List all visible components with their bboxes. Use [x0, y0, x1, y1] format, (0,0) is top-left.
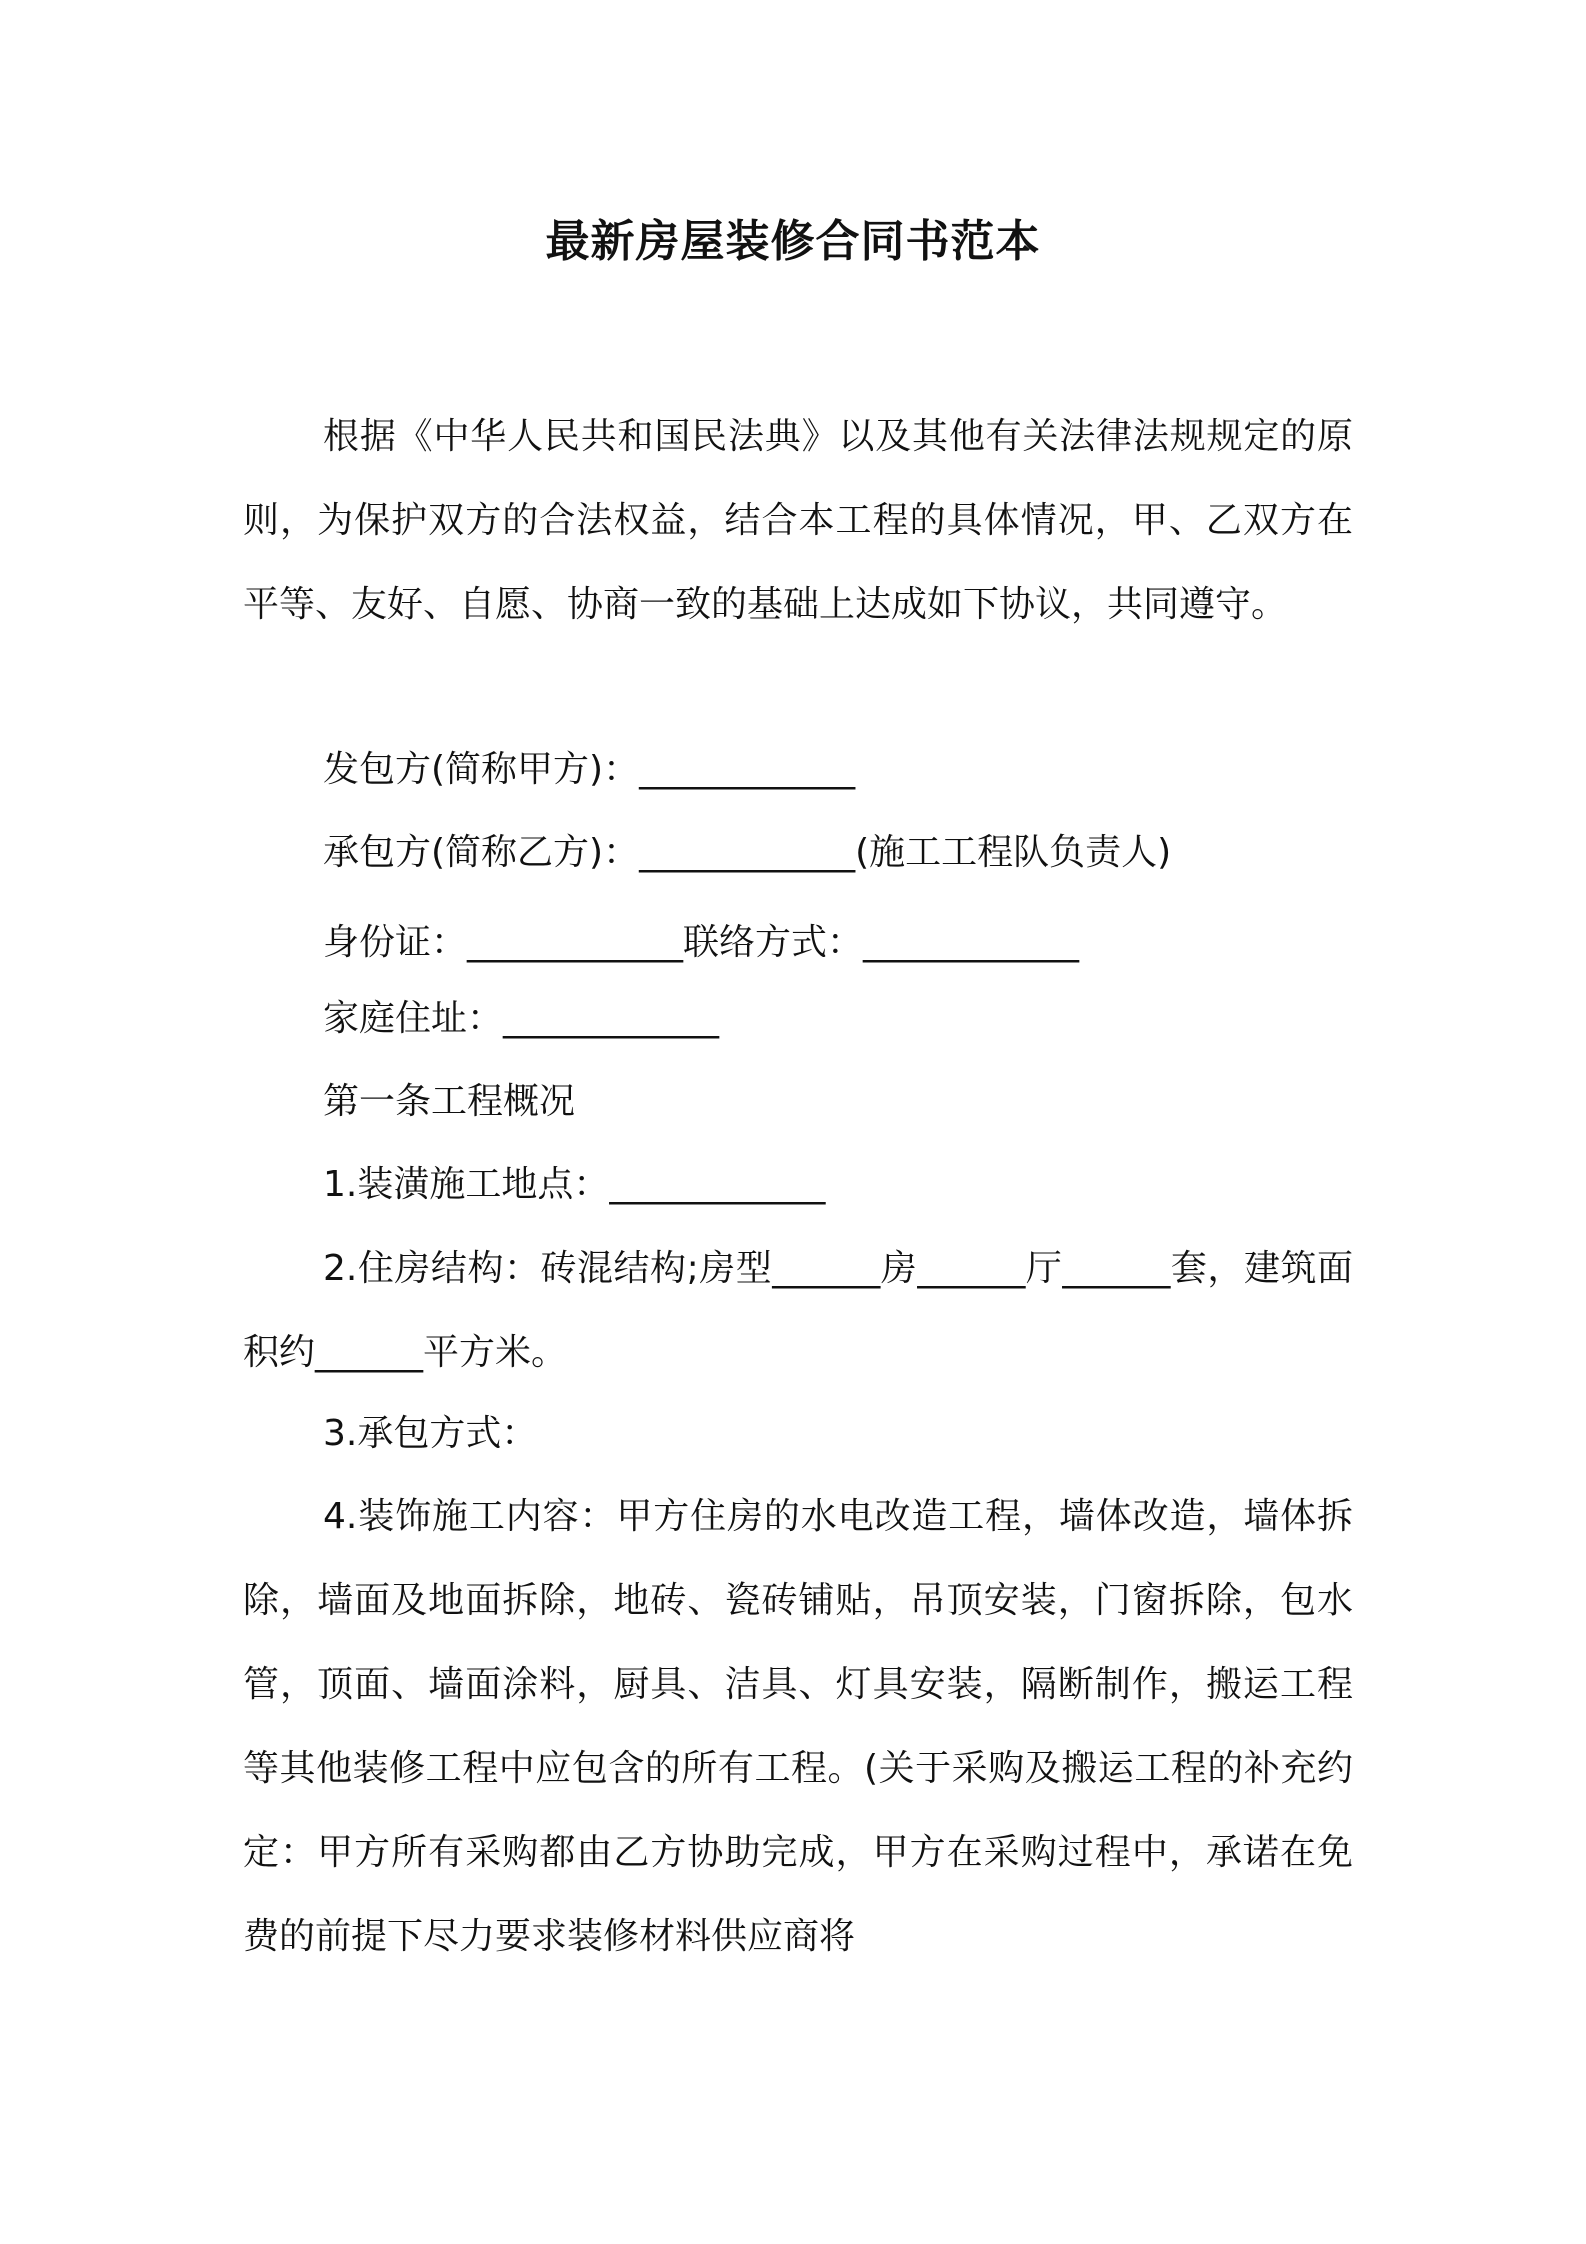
item-3-contract-method: 3.承包方式：	[323, 1413, 538, 1454]
document-title: 最新房屋装修合同书范本	[545, 216, 1041, 267]
intro-paragraph: 根据《中华人民共和国民法典》以及其他有关法律法规规定的原则，为保护双方的合法权益，结合本工程的具体情况，甲、乙双方在平等、友好、自愿、协商一致的基础上达成如下协议，共同遵守。	[243, 416, 1353, 625]
article1-heading: 第一条工程概况	[323, 1081, 576, 1122]
item-1-location: 1.装潢施工地点：____________	[323, 1164, 826, 1205]
party-b-line: 承包方(简称乙方)：____________(施工工程队负责人)	[323, 832, 1172, 873]
item-2-structure: 2.住房结构：砖混结构;房型______房______厅______套，建筑面积约______平方米。	[243, 1248, 1353, 1373]
id-contact-line: 身份证：____________联络方式：____________	[323, 922, 1080, 963]
address-line: 家庭住址：____________	[323, 998, 720, 1039]
item-4-construction-content: 4.装饰施工内容：甲方住房的水电改造工程，墙体改造，墙体拆除，墙面及地面拆除，地砖、瓷砖铺贴，吊顶安装，门窗拆除，包水管，顶面、墙面涂料，厨具、洁具、灯具安装，隔断制作，搬运工程等其他装修工程中应包含的所有工程。(关于采购及搬运工程的补充约定：甲方所有采购都由乙方协助完成，甲方在采购过程中，承诺在免费的前提下尽力要求装修材料供应商将	[243, 1496, 1353, 1957]
party-a-line: 发包方(简称甲方)：____________	[323, 749, 856, 790]
